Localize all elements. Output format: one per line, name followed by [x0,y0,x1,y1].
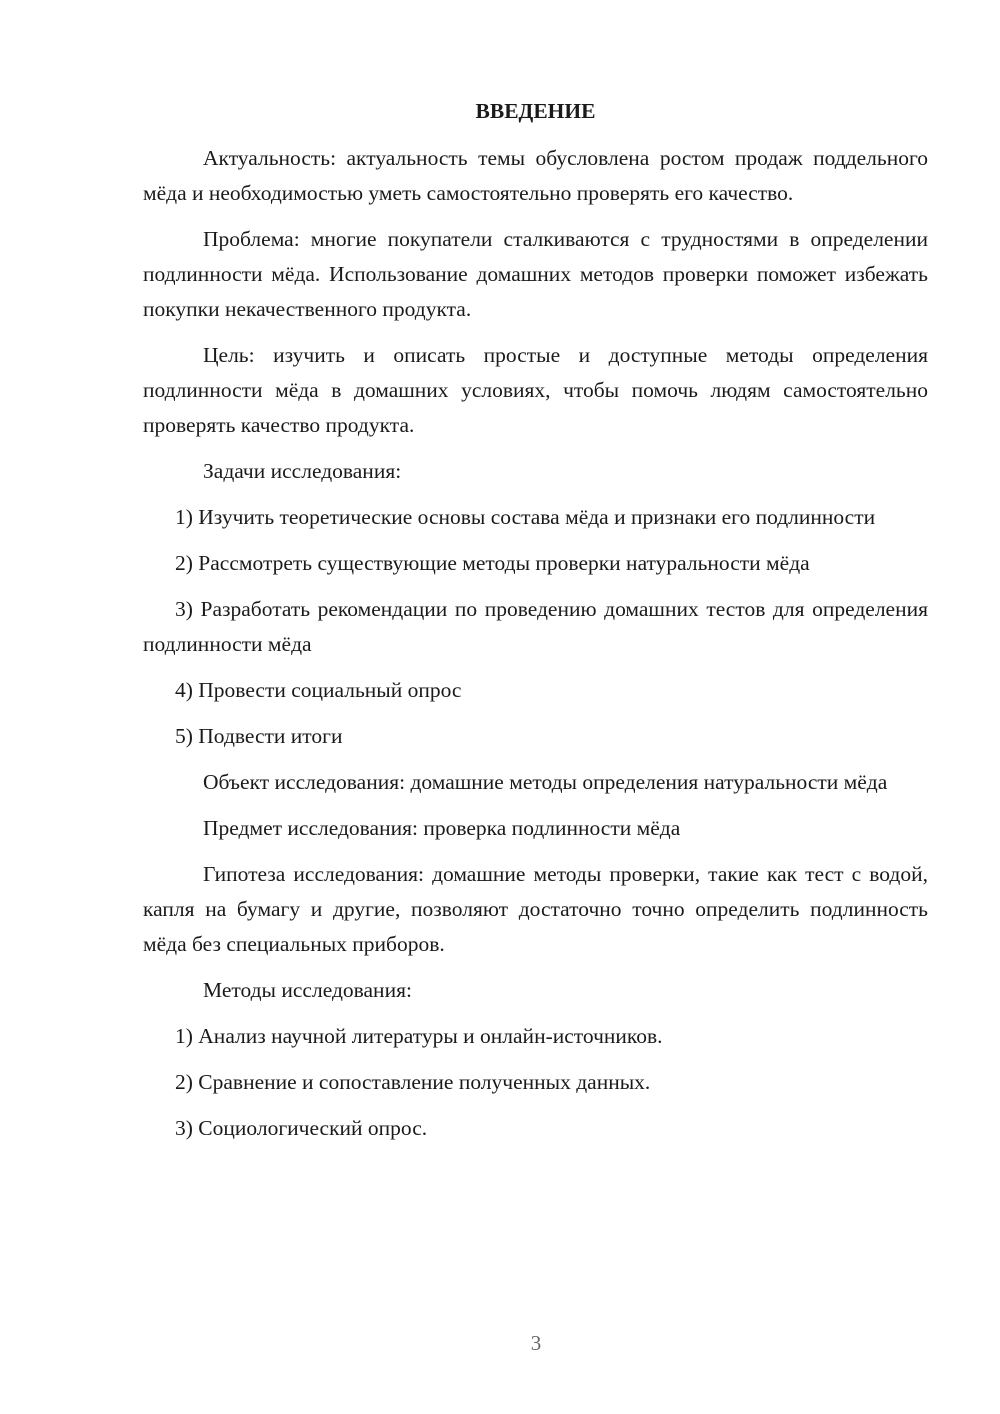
goal-paragraph: Цель: изучить и описать простые и доступные методы определения подлинности мёда в домашних условиях, чтобы помочь людям самостоятельно проверять качество продукта. [143,343,928,437]
task-item-1: 1) Изучить теоретические основы состава мёда и признаки его подлинности [175,505,876,529]
task-item-2: 2) Рассмотреть существующие методы проверки натуральности мёда [175,551,810,575]
subject-paragraph: Предмет исследования: проверка подлинности мёда [203,816,681,840]
task-item-3: 3) Разработать рекомендации по проведению домашних тестов для определения подлинности мёда [143,597,928,656]
relevance-paragraph: Актуальность: актуальность темы обусловлена ростом продаж поддельного мёда и необходимостью уметь самостоятельно проверять его качество. [143,146,928,205]
method-item-2: 2) Сравнение и сопоставление полученных данных. [175,1070,651,1094]
page-content [143,95,928,1157]
methods-title: Методы исследования: [203,978,412,1002]
tasks-title: Задачи исследования: [203,459,402,483]
problem-paragraph: Проблема: многие покупатели сталкиваются с трудностями в определении подлинности мёда. Использование домашних методов проверки поможет избежать покупки некачественного продукта. [143,227,928,321]
method-item-3: 3) Социологический опрос. [175,1116,428,1140]
hypothesis-paragraph: Гипотеза исследования: домашние методы проверки, такие как тест с водой, капля на бумагу и другие, позволяют достаточно точно определить подлинность мёда без специальных приборов. [143,862,928,956]
task-item-5: 5) Подвести итоги [175,724,343,748]
object-paragraph: Объект исследования: домашние методы определения натуральности мёда [203,770,888,794]
method-item-1: 1) Анализ научной литературы и онлайн-источников. [175,1024,663,1048]
task-item-4: 4) Провести социальный опрос [175,678,462,702]
page-number: 3 [530,1331,542,1355]
section-heading: ВВЕДЕНИЕ [475,99,596,123]
